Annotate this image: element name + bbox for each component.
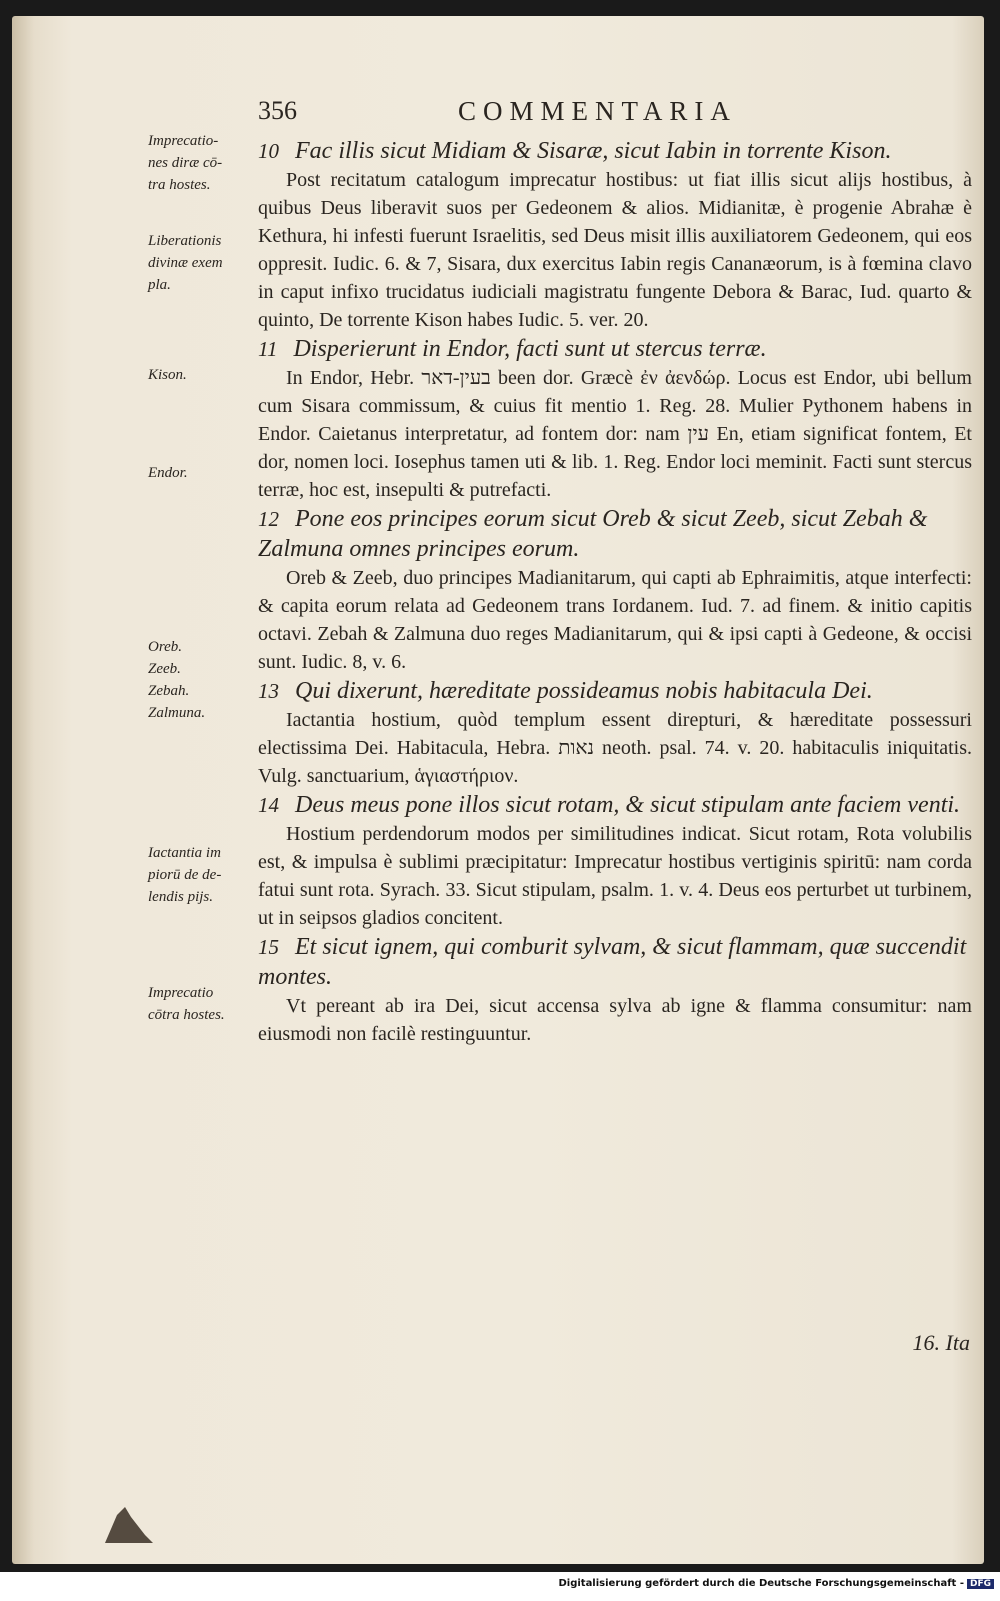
verse-12 — [258, 504, 972, 564]
verse-text: Disperierunt in Endor, facti sunt ut stercus terræ. — [293, 336, 767, 362]
verse-text: Deus meus pone illos sicut rotam, & sicut stipulam ante faciem venti. — [295, 792, 961, 818]
verse-text: Et sicut ignem, qui comburit sylvam, & sicut flammam, quæ succendit montes. — [258, 934, 967, 990]
verse-text: Pone eos principes eorum sicut Oreb & sicut Zeeb, sicut Zebah & Zalmuna omnes principes eorum. — [258, 506, 928, 562]
commentary-paragraph: Vt pereant ab ira Dei, sicut accensa sylva ab igne & flamma consumitur: nam eiusmodi non facilè restinguuntur. — [258, 995, 972, 1045]
verse-11 — [258, 334, 972, 364]
margin-note-kison: Kison. — [148, 367, 187, 383]
commentary-paragraph: In Endor, Hebr. בעין-דאר been dor. Græcè ἐν ἀενδώρ. Locus est Endor, ubi bellum cum Sisara commissum, & cuius fit mentio 1. Reg. 28. Mulier Pythonem habens in Endor. Caietanus interpretatur, ad fontem dor: nam עין En, etiam significat fontem, Et dor, nomen loci. Iosephus tamen uti & lib. 1. Reg. Endor loci meminit. Facti sunt stercus terræ, hoc est, insepulti & putrefacti. — [258, 367, 972, 501]
running-title: COMMENTARIA — [458, 96, 737, 126]
verse-number: 13 — [258, 679, 279, 703]
verse-15 — [258, 932, 972, 992]
commentary-paragraph: Oreb & Zeeb, duo principes Madianitarum, qui capti ab Ephraimitis, atque interfecti: & capita eorum relata ad Gedeonem trans Iordanem. Iud. 7. ad finem. & initio capitis octavi. Zebah & Zalmuna duo reges Madianitarum, qui & ipsi capti à Gedeone, & occisi sunt. Iudic. 8, v. 6. — [258, 567, 972, 673]
dfg-logo: DFG — [967, 1579, 994, 1589]
verse-number: 12 — [258, 507, 279, 531]
commentary-paragraph: Hostium perdendorum modos per similitudines indicat. Sicut rotam, Rota volubilis est, & impulsa è sublimi præcipitatur: Imprecatur hostibus vertiginis spiritū: nam corda fatui sunt rota. Syrach. 33. Sicut stipulam, psalm. 1. v. 4. Deus eos perturbet ut turbinem, ut in seipsos gladios concitent. — [258, 823, 972, 929]
digitization-footer — [0, 1578, 994, 1589]
page-header — [258, 96, 978, 132]
main-text — [258, 136, 972, 1048]
margin-note-endor: Endor. — [148, 465, 188, 481]
verse-13 — [258, 676, 972, 706]
commentary-paragraph: Iactantia hostium, quòd templum essent direpturi, & hæreditate possessuri electissima Dei. Habitacula, Hebra. נאות neoth. psal. 74. v. 20. habitaculis iniquitatis. Vulg. sanctuarium, ἁγιαστήριον. — [258, 709, 972, 787]
margin-note-imprecatio-2: Imprecatio cōtra hostes. — [148, 985, 225, 1023]
margin-note-liberationis: Liberationis divinæ exem pla. — [148, 233, 223, 293]
margin-note-iactantia: Iactantia im piorū de de- lendis pijs. — [148, 845, 222, 905]
verse-number: 14 — [258, 793, 279, 817]
verse-text: Fac illis sicut Midiam & Sisaræ, sicut Iabin in torrente Kison. — [295, 138, 892, 164]
verse-10 — [258, 136, 972, 166]
footer-text: Digitalisierung gefördert durch die Deutsche Forschungsgemeinschaft - — [558, 1578, 964, 1589]
margin-note-imprecationes: Imprecatio- nes diræ cō- tra hostes. — [148, 133, 223, 193]
verse-number: 15 — [258, 935, 279, 959]
verse-text: Qui dixerunt, hæreditate possideamus nobis habitacula Dei. — [295, 678, 873, 704]
verse-number: 11 — [258, 337, 278, 361]
margin-note-oreb: Oreb. Zeeb. Zebah. Zalmuna. — [148, 639, 206, 721]
commentary-paragraph: Post recitatum catalogum imprecatur hostibus: ut fiat illis sicut alijs hostibus, à quibus Deus liberavit suos per Gedeonem & alios. Midianitæ, è progenie Abrahæ è Kethura, hi infesti fuerunt Israelitis, sed Deus misit illis auxiliatorem Gedeonem, qui eos oppresit. Iudic. 6. & 7, Sisara, dux exercitus Iabin regis Cananæorum, is à fœmina clavo in caput infixo trucidatus iudiciali magistratu fungente Debora & Barac, Iud. quarto & quinto, De torrente Kison habes Iudic. 5. ver. 20. — [258, 169, 972, 331]
ink-stain — [95, 1505, 155, 1545]
verse-number: 10 — [258, 139, 279, 163]
catchword: 16. Ita — [912, 1330, 970, 1355]
verse-14 — [258, 790, 972, 820]
page-number: 356 — [258, 96, 297, 125]
